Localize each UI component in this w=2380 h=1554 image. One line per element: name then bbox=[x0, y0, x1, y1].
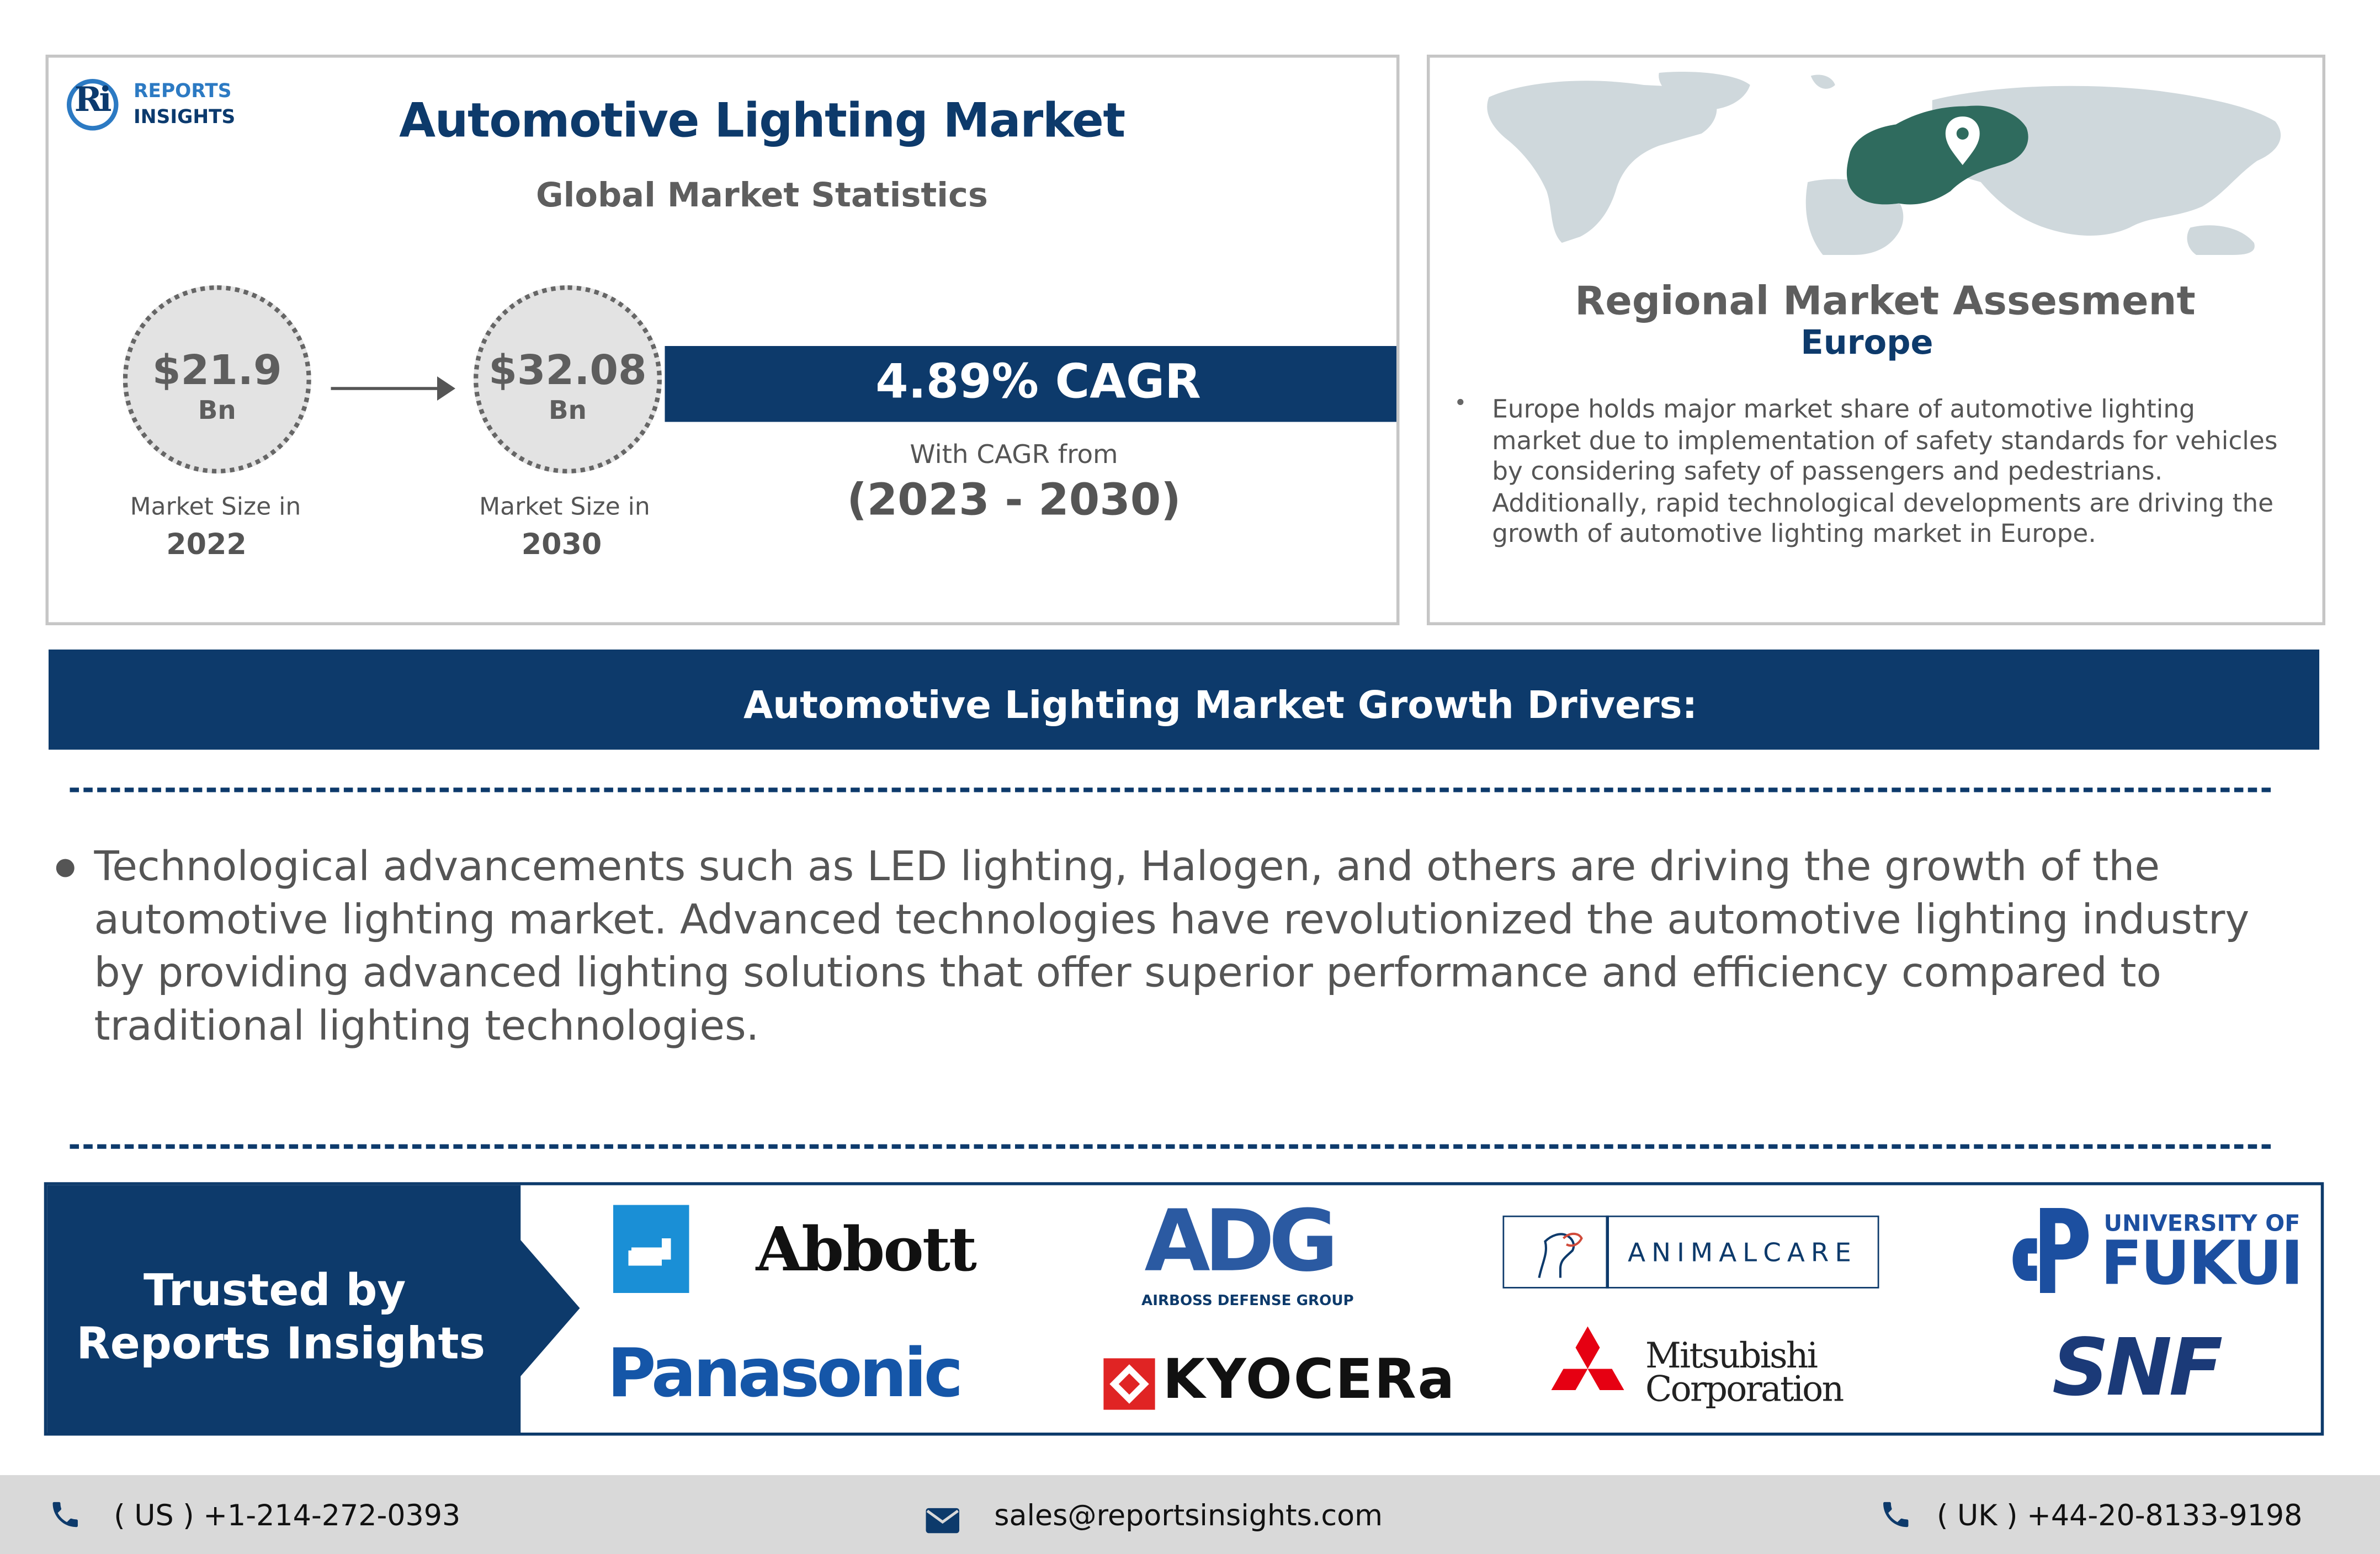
animalcare-horse-icon bbox=[1527, 1223, 1588, 1284]
trusted-arrow-icon bbox=[519, 1238, 580, 1378]
mitsubishi-three-diamonds-icon bbox=[1536, 1327, 1639, 1412]
dotted-divider-bottom bbox=[70, 1145, 2271, 1149]
phone-icon bbox=[1879, 1498, 1913, 1531]
phone-icon bbox=[49, 1498, 82, 1531]
cagr-value: 4.89% CAGR bbox=[875, 355, 1201, 410]
fukui-logo-line-1: UNIVERSITY OF bbox=[2103, 1209, 2301, 1237]
adg-logo-subtext: AIRBOSS DEFENSE GROUP bbox=[1141, 1293, 1354, 1310]
world-map-image bbox=[1477, 70, 2300, 256]
page-subtitle: Global Market Statistics bbox=[536, 177, 988, 216]
logo-letters: Ri bbox=[74, 80, 109, 120]
logo-line-2: INSIGHTS bbox=[134, 104, 236, 127]
footer-phone-uk[interactable]: ( UK ) +44-20-8133-9198 bbox=[1937, 1499, 2303, 1533]
panasonic-logo-text: Panasonic bbox=[607, 1335, 960, 1413]
region-name: Europe bbox=[1800, 324, 1933, 363]
market-size-2022-caption: Market Size in bbox=[130, 492, 301, 521]
market-size-2030-unit: Bn bbox=[549, 396, 587, 427]
cagr-period: (2023 - 2030) bbox=[847, 473, 1181, 525]
market-size-2022-bubble bbox=[123, 285, 311, 473]
abbott-logo-icon bbox=[613, 1205, 689, 1294]
drivers-title: Automotive Lighting Market Growth Drivers: bbox=[743, 683, 1698, 727]
bullet-icon bbox=[56, 859, 75, 877]
kyocera-logo-text: KYOCERa bbox=[1162, 1349, 1457, 1412]
adg-logo-text: ADG bbox=[1144, 1193, 1332, 1292]
fukui-logo-line-2: FUKUI bbox=[2101, 1229, 2302, 1299]
footer-phone-us[interactable]: ( US ) +1-214-272-0393 bbox=[114, 1499, 461, 1533]
cagr-from-label: With CAGR from bbox=[910, 440, 1118, 471]
market-size-2030-year: 2030 bbox=[521, 528, 602, 562]
market-size-2030-value: $32.08 bbox=[488, 347, 647, 395]
snf-logo-text: SNF bbox=[2052, 1323, 2220, 1414]
animalcare-logo-text: ANIMALCARE bbox=[1628, 1238, 1857, 1269]
trusted-by-line-1: Trusted by bbox=[144, 1264, 406, 1316]
abbott-logo-text: Abbott bbox=[756, 1214, 976, 1286]
page-title: Automotive Lighting Market bbox=[399, 94, 1125, 149]
mitsubishi-logo-line-1: Mitsubishi bbox=[1645, 1337, 1817, 1377]
market-size-2022-value: $21.9 bbox=[152, 347, 282, 395]
region-bullet: • bbox=[1454, 391, 1467, 416]
trusted-by-line-2: Reports Insights bbox=[76, 1317, 486, 1369]
dotted-divider-top bbox=[70, 787, 2271, 792]
mitsubishi-logo-line-2: Corporation bbox=[1645, 1370, 1843, 1410]
logo-line-1: REPORTS bbox=[134, 79, 232, 102]
region-description: Europe holds major market share of automotive lighting market due to implementation of safety standards for vehicles by considering safety of passengers and pedestrians. Additionally, rapid technological developments are driving the growth of automotive lighting market in Europe. bbox=[1492, 395, 2278, 548]
footer-email[interactable]: sales@reportsinsights.com bbox=[994, 1499, 1383, 1533]
growth-arrow-icon bbox=[331, 387, 447, 390]
market-size-2022-year: 2022 bbox=[166, 528, 247, 562]
arrow-head-icon bbox=[437, 376, 455, 401]
mail-icon bbox=[926, 1504, 960, 1537]
reports-insights-logo bbox=[67, 76, 279, 140]
market-size-2030-caption: Market Size in bbox=[479, 492, 650, 521]
market-size-2022-unit: Bn bbox=[198, 396, 236, 427]
fukui-logo-icon bbox=[2010, 1208, 2089, 1293]
market-size-2030-bubble bbox=[474, 285, 662, 473]
kyocera-logo-icon bbox=[1103, 1358, 1155, 1410]
drivers-text: Technological advancements such as LED lighting, Halogen, and others are driving the growth of the automotive lighting market. Advanced technologies have revolutionized the automotive lighting industry by providing advanced lighting solutions that offer superior performance and efficiency compared to traditional lighting technologies. bbox=[94, 844, 2250, 1050]
regional-title: Regional Market Assesment bbox=[1575, 279, 2196, 325]
